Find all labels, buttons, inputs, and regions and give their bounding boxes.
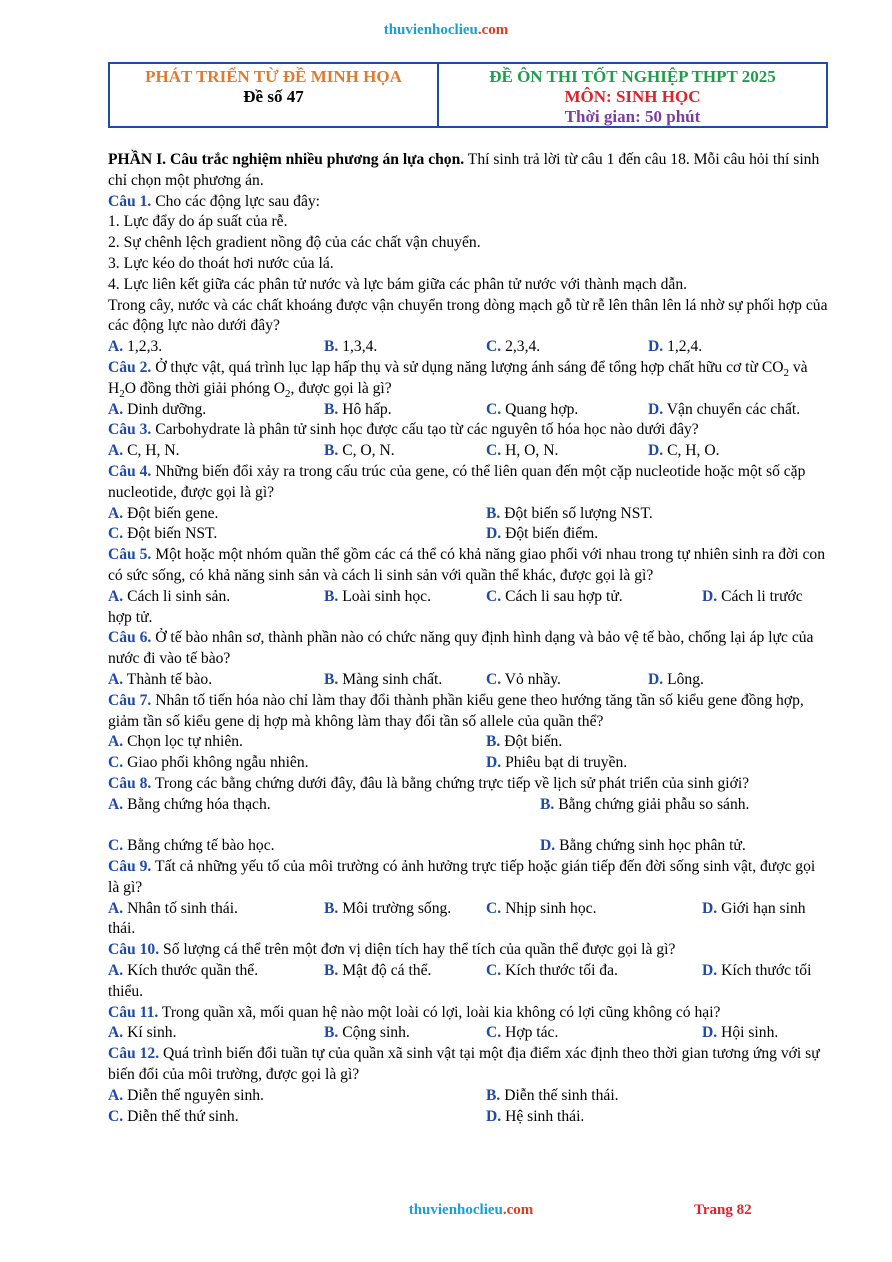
option-label: D.	[486, 1107, 502, 1125]
option-text: 1,3,4.	[342, 338, 378, 356]
option-label: D.	[540, 837, 556, 855]
option-d[interactable]	[648, 400, 830, 421]
option-d[interactable]	[486, 753, 830, 774]
exam-time: Thời gian: 50 phút	[564, 107, 701, 126]
option-label: C.	[486, 587, 502, 605]
subscript: 2	[119, 387, 125, 400]
option-label: D.	[648, 400, 664, 418]
option-text: Bằng chứng giải phẫu so sánh.	[558, 795, 750, 813]
question-5	[108, 545, 830, 587]
option-d[interactable]	[486, 524, 830, 545]
site-domain: .com	[477, 22, 509, 38]
q1-item-4: 4. Lực liên kết giữa các phân tử nước và lực bám giữa các phân tử nước với thành mạch dẫn.	[108, 275, 688, 293]
option-text: Cách li sau hợp tử.	[505, 587, 623, 605]
question-9	[108, 857, 830, 899]
question-text: O đồng thời giải phóng O	[124, 379, 286, 397]
question-text: Những biến đổi xảy ra trong cấu trúc của gene, có thể liên quan đến một cặp nucleotide hoặc một số cặp nucleotide, được gọi là gì?	[108, 462, 806, 501]
option-d[interactable]	[540, 836, 746, 857]
option-text: 2,3,4.	[505, 338, 541, 356]
question-7	[108, 691, 830, 733]
option-c[interactable]	[486, 441, 648, 462]
question-text: Ở thực vật, quá trình lục lạp hấp thụ và sử dụng năng lượng ánh sáng để tổng hợp chất hữu cơ từ CO	[151, 358, 784, 376]
option-c[interactable]	[486, 961, 702, 982]
option-d[interactable]	[702, 1023, 830, 1044]
option-b[interactable]	[324, 441, 486, 462]
option-text: Mật độ cá thể.	[342, 962, 432, 980]
q1-prompt: Trong cây, nước và các chất khoáng được vận chuyển trong dòng mạch gỗ từ rễ lên thân lên lá nhờ sự phối hợp của các động lực nào dưới đây?	[108, 296, 828, 335]
option-d[interactable]	[702, 587, 830, 608]
option-b[interactable]	[486, 1086, 830, 1107]
question-text: Ở tế bào nhân sơ, thành phần nào có chức năng quy định hình dạng và bảo vệ tế bào, chống lại áp lực của nước đi vào tế bào?	[108, 629, 814, 668]
option-text: Loài sinh học.	[342, 587, 431, 605]
option-text: 1,2,3.	[127, 338, 163, 356]
option-a[interactable]	[108, 504, 486, 525]
option-d[interactable]	[486, 1107, 830, 1128]
option-a[interactable]	[108, 400, 324, 421]
option-label: B.	[486, 504, 501, 522]
option-c[interactable]	[486, 337, 648, 358]
answer-row	[108, 732, 830, 753]
option-label: A.	[108, 442, 124, 460]
option-text: Cách li trước	[721, 587, 803, 605]
answer-row	[108, 836, 830, 857]
option-label: C.	[486, 400, 502, 418]
option-text: Đột biến số lượng NST.	[504, 504, 653, 522]
option-a[interactable]	[108, 441, 324, 462]
option-label: C.	[486, 1024, 502, 1042]
question-label: Câu 8.	[108, 774, 152, 792]
option-d-continued: thiểu.	[108, 982, 144, 1000]
option-a[interactable]	[108, 1086, 486, 1107]
option-text: C, H, O.	[667, 442, 720, 460]
option-text: Đột biến gene.	[127, 504, 219, 522]
option-label: D.	[702, 587, 718, 605]
part-instructions: Thí sinh trả lời từ câu 1 đến câu 18. Mỗi câu hỏi thí sinh chỉ chọn một phương án.	[108, 151, 820, 189]
option-b[interactable]	[324, 961, 486, 982]
option-label: A.	[108, 962, 124, 980]
option-label: B.	[324, 587, 339, 605]
option-text: Giới hạn sinh	[721, 899, 806, 917]
answer-row	[108, 899, 830, 920]
option-label: C.	[108, 525, 124, 543]
option-label: A.	[108, 795, 124, 813]
answer-row	[108, 400, 830, 421]
exam-title: ĐỀ ÔN THI TỐT NGHIỆP THPT 2025	[489, 67, 776, 86]
option-c[interactable]	[486, 670, 648, 691]
question-text: và H	[108, 358, 808, 397]
option-text: Môi trường sống.	[342, 899, 452, 917]
exam-number: Đề số 47	[243, 87, 304, 106]
option-label: B.	[324, 400, 339, 418]
option-d[interactable]	[648, 337, 830, 358]
option-label: C.	[108, 837, 124, 855]
subscript: 2	[285, 387, 291, 400]
question-text: Cho các động lực sau đây:	[151, 192, 321, 210]
question-4	[108, 462, 830, 504]
q1-item-2: 2. Sự chênh lệch gradient nồng độ của các chất vận chuyển.	[108, 234, 481, 252]
answer-row	[108, 337, 830, 358]
question-text: Nhân tố tiến hóa nào chỉ làm thay đổi thành phần kiểu gene theo hướng tăng tần số kiểu gene đồng hợp, giảm tần số kiểu gene dị hợp mà không làm thay đổi tần số allele của quần thể?	[108, 691, 804, 730]
answer-row	[108, 670, 830, 691]
option-text: Cách li sinh sản.	[127, 587, 231, 605]
question-text: , được gọi là gì?	[290, 379, 392, 397]
option-c[interactable]	[108, 753, 486, 774]
option-text: Lông.	[667, 670, 704, 688]
option-c[interactable]	[486, 587, 702, 608]
page-number: Trang 82	[694, 1202, 752, 1218]
question-text: Tất cả những yếu tố của môi trường có ảnh hưởng trực tiếp hoặc gián tiếp đến đời sống sinh vật, được gọi là gì?	[108, 858, 816, 896]
option-text: Hội sinh.	[721, 1024, 779, 1042]
question-10	[108, 940, 830, 961]
option-text: Bằng chứng tế bào học.	[127, 837, 275, 855]
option-a[interactable]	[108, 337, 324, 358]
option-b[interactable]	[324, 1023, 486, 1044]
option-c[interactable]	[486, 400, 648, 421]
option-d-continued: hợp tử.	[108, 608, 153, 626]
option-text: Hệ sinh thái.	[505, 1107, 585, 1125]
option-d-continued: thái.	[108, 920, 136, 938]
option-text: H, O, N.	[505, 442, 559, 460]
option-label: D.	[702, 962, 718, 980]
option-text: Diễn thế nguyên sinh.	[127, 1086, 264, 1104]
option-text: C, H, N.	[127, 442, 180, 460]
site-footer-link[interactable]	[0, 1202, 892, 1219]
option-text: Vỏ nhầy.	[504, 670, 561, 688]
option-text: Kích thước tối	[721, 962, 812, 980]
answer-row	[108, 504, 830, 525]
option-text: Hợp tác.	[505, 1024, 559, 1042]
question-3	[108, 420, 830, 441]
option-a[interactable]	[108, 587, 324, 608]
option-a[interactable]	[108, 732, 486, 753]
option-label: A.	[108, 899, 124, 917]
header-right	[439, 64, 826, 126]
option-d[interactable]	[648, 670, 830, 691]
option-d[interactable]	[702, 961, 830, 982]
option-b[interactable]	[324, 899, 486, 920]
option-label: B.	[324, 899, 339, 917]
option-b[interactable]	[486, 732, 830, 753]
option-text: Diễn thế thứ sinh.	[127, 1107, 239, 1125]
option-label: B.	[324, 670, 339, 688]
option-label: B.	[540, 795, 555, 813]
question-label: Câu 6.	[108, 629, 152, 647]
option-b[interactable]	[324, 587, 486, 608]
answer-row	[108, 1086, 830, 1107]
question-label: Câu 11.	[108, 1003, 159, 1021]
answer-row	[108, 753, 830, 774]
question-label: Câu 3.	[108, 421, 152, 439]
question-label: Câu 5.	[108, 546, 152, 564]
option-label: C.	[486, 899, 502, 917]
option-text: Bằng chứng hóa thạch.	[127, 795, 271, 813]
option-d[interactable]	[702, 899, 830, 920]
option-a[interactable]	[108, 1023, 324, 1044]
site-name: thuvienhoclieu	[383, 22, 478, 38]
question-6	[108, 628, 830, 670]
option-label: D.	[648, 670, 664, 688]
header-left	[110, 64, 439, 126]
option-text: Phiêu bạt di truyền.	[505, 754, 628, 772]
option-label: D.	[702, 899, 718, 917]
option-label: D.	[648, 442, 664, 460]
q1-item-1: 1. Lực đẩy do áp suất của rễ.	[108, 213, 288, 231]
option-label: C.	[486, 962, 502, 980]
option-text: C, O, N.	[342, 442, 395, 460]
option-label: B.	[324, 962, 339, 980]
option-text: Nhịp sinh học.	[505, 899, 597, 917]
option-text: Diễn thế sinh thái.	[504, 1086, 619, 1104]
option-label: A.	[108, 1024, 124, 1042]
option-label: B.	[324, 1024, 339, 1042]
option-label: D.	[702, 1024, 718, 1042]
option-label: B.	[486, 733, 501, 751]
option-label: D.	[486, 525, 502, 543]
option-label: B.	[486, 1086, 501, 1104]
answer-row	[108, 1023, 830, 1044]
question-text: Một hoặc một nhóm quần thể gồm các cá thể có khả năng giao phối với nhau trong tự nhiên sinh ra đời con có sức sống, có khả năng sinh sản và cách li sinh sản với quần thể khác, được gọi là gì?	[108, 546, 825, 584]
option-text: Kích thước quần thể.	[127, 962, 259, 980]
option-text: Bằng chứng sinh học phân tử.	[559, 837, 746, 855]
option-b[interactable]	[324, 400, 486, 421]
question-text: Số lượng cá thể trên một đơn vị diện tích hay thể tích của quần thể được gọi là gì?	[159, 941, 676, 959]
exam-header-box	[108, 62, 828, 128]
option-label: D.	[648, 338, 664, 356]
question-label: Câu 2.	[108, 358, 152, 376]
option-label: A.	[108, 733, 124, 751]
option-text: Dinh dưỡng.	[127, 400, 207, 418]
answer-row	[108, 961, 830, 982]
option-c[interactable]	[486, 899, 702, 920]
option-label: A.	[108, 338, 124, 356]
question-12	[108, 1044, 830, 1086]
site-header-link[interactable]	[0, 22, 892, 39]
option-text: Kích thước tối đa.	[505, 962, 618, 980]
option-text: Màng sinh chất.	[342, 670, 443, 688]
option-b[interactable]	[324, 670, 486, 691]
site-name: thuvienhoclieu	[408, 1202, 503, 1218]
site-domain: .com	[502, 1202, 534, 1218]
option-label: D.	[486, 754, 502, 772]
question-label: Câu 4.	[108, 462, 152, 480]
question-1	[108, 192, 830, 213]
option-label: C.	[108, 1107, 124, 1125]
answer-row	[108, 1107, 830, 1128]
answer-row	[108, 587, 830, 608]
part-intro	[108, 150, 830, 192]
option-a[interactable]	[108, 961, 324, 982]
option-b[interactable]	[486, 504, 830, 525]
option-text: Quang hợp.	[505, 400, 579, 418]
option-label: C.	[486, 670, 502, 688]
option-c[interactable]	[108, 1107, 486, 1128]
question-label: Câu 7.	[108, 691, 152, 709]
option-a[interactable]	[108, 795, 540, 837]
option-b[interactable]	[324, 337, 486, 358]
option-text: Kí sinh.	[127, 1024, 177, 1042]
option-text: Chọn lọc tự nhiên.	[127, 733, 243, 751]
option-a[interactable]	[108, 670, 324, 691]
exam-subject: MÔN: SINH HỌC	[564, 87, 701, 106]
question-text: Trong quần xã, mối quan hệ nào một loài có lợi, loài kia không có lợi cũng không có hại?	[158, 1003, 721, 1021]
question-label: Câu 9.	[108, 858, 152, 876]
question-label: Câu 1.	[108, 192, 152, 210]
option-text: Cộng sinh.	[342, 1024, 410, 1042]
option-label: A.	[108, 504, 124, 522]
option-label: A.	[108, 587, 124, 605]
option-c[interactable]	[108, 836, 540, 857]
answer-row	[108, 795, 830, 837]
part-title: PHẦN I. Câu trắc nghiệm nhiều phương án lựa chọn.	[108, 151, 465, 168]
question-label: Câu 10.	[108, 941, 160, 959]
question-text: Quá trình biến đổi tuần tự của quần xã sinh vật tại một địa điểm xác định theo thời gian tương ứng với sự biến đổi của môi trường, được gọi là gì?	[108, 1045, 820, 1084]
question-11	[108, 1003, 830, 1024]
option-text: Giao phối không ngẫu nhiên.	[127, 754, 309, 772]
option-c[interactable]	[486, 1023, 702, 1044]
option-text: Đột biến.	[504, 733, 563, 751]
option-label: C.	[486, 442, 502, 460]
question-text: Carbohydrate là phân tử sinh học được cấu tạo từ các nguyên tố hóa học nào dưới đây?	[151, 421, 699, 439]
question-text: Trong các bằng chứng dưới đây, đâu là bằng chứng trực tiếp về lịch sử phát triển của sinh giới?	[151, 774, 750, 792]
option-c[interactable]	[108, 524, 486, 545]
option-label: B.	[324, 338, 339, 356]
q1-item-3: 3. Lực kéo do thoát hơi nước của lá.	[108, 254, 334, 272]
option-label: A.	[108, 400, 124, 418]
exam-content	[108, 150, 830, 1127]
question-label: Câu 12.	[108, 1045, 160, 1063]
option-text: Đột biến NST.	[127, 525, 218, 543]
answer-row	[108, 441, 830, 462]
option-text: Vận chuyển các chất.	[666, 400, 801, 418]
question-8	[108, 774, 830, 795]
option-text: Hô hấp.	[342, 400, 392, 418]
header-origin: PHÁT TRIỂN TỪ ĐỀ MINH HỌA	[145, 67, 402, 86]
option-label: C.	[108, 754, 124, 772]
option-label: A.	[108, 670, 124, 688]
answer-row	[108, 524, 830, 545]
option-text: Thành tế bào.	[126, 670, 213, 688]
option-text: Đột biến điểm.	[505, 525, 599, 543]
option-text: Nhân tố sinh thái.	[127, 899, 238, 917]
option-b[interactable]	[540, 795, 749, 837]
option-label: B.	[324, 442, 339, 460]
option-a[interactable]	[108, 899, 324, 920]
option-d[interactable]	[648, 441, 830, 462]
option-label: A.	[108, 1086, 124, 1104]
subscript: 2	[783, 367, 789, 380]
option-label: C.	[486, 338, 502, 356]
question-2	[108, 358, 830, 400]
option-text: 1,2,4.	[667, 338, 703, 356]
